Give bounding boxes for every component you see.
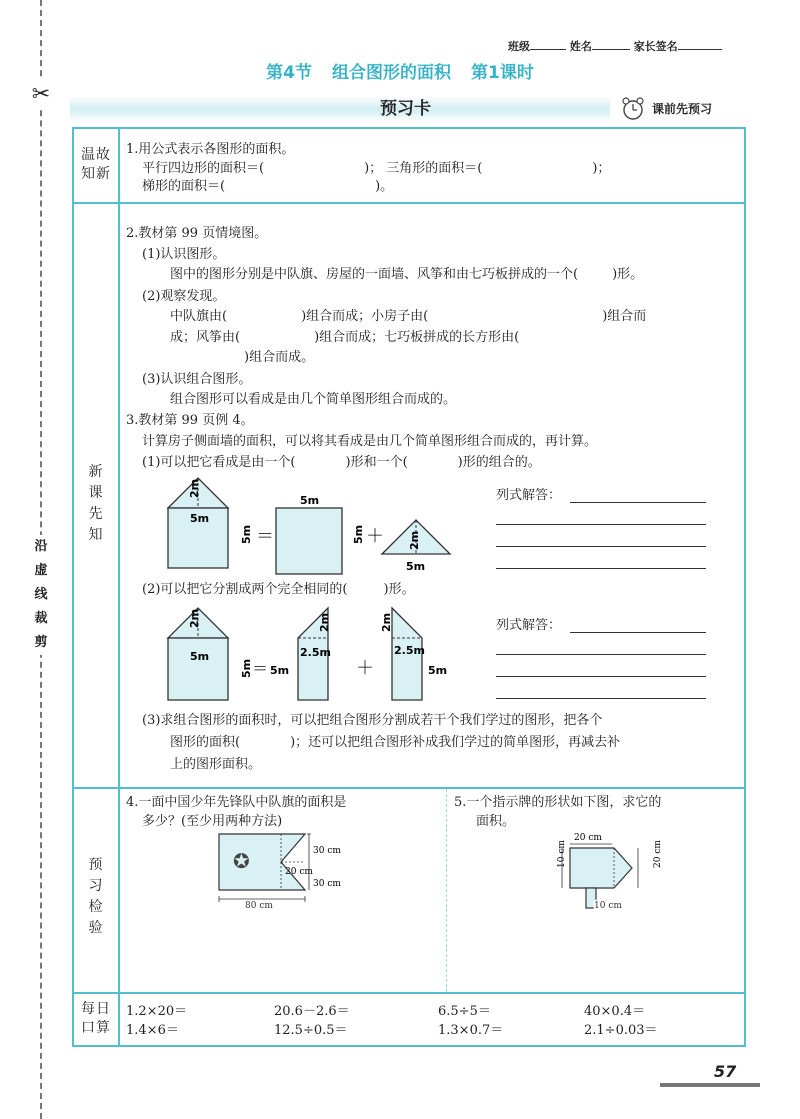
svg-text:5m: 5m (428, 664, 448, 677)
house-decomposition-figure-1 (160, 472, 460, 582)
banner-bar (70, 96, 610, 122)
q4-line1: 4.一面中国少年先锋队中队旗的面积是 (126, 795, 347, 810)
daily-row-1: 1.2×20＝ 20.6－2.6＝ 6.5÷5＝ 40×0.4＝ (126, 1004, 646, 1019)
page-title: 第4节 组合图形的面积 第1课时 (266, 63, 534, 83)
row-divider (72, 787, 746, 789)
svg-text:2m: 2m (188, 478, 201, 498)
q2-s3-text: 组合图形可以看成是由几个简单图形组合而成的。 (170, 392, 457, 407)
answer-line[interactable] (496, 698, 706, 699)
svg-text:2m: 2m (318, 612, 331, 632)
signboard-figure (540, 830, 663, 912)
arrow-board (570, 848, 632, 888)
svg-text:20 cm: 20 cm (285, 867, 313, 877)
team-flag-figure (215, 830, 355, 910)
flag-emblem-icon: ✪ (233, 849, 250, 873)
question-divider (446, 789, 447, 992)
svg-text:30 cm: 30 cm (313, 879, 341, 889)
answer-line[interactable] (570, 632, 706, 633)
svg-text:20 cm: 20 cm (653, 840, 663, 868)
answer-label-1: 列式解答： (496, 488, 562, 503)
house-decomposition-figure-2 (160, 602, 460, 712)
parent-label: 家长签名 (633, 40, 678, 53)
row-divider (72, 992, 746, 994)
flag-shape (219, 834, 305, 890)
answer-line[interactable] (496, 546, 706, 547)
q5-line2: 面积。 (476, 814, 516, 829)
svg-text:＋: ＋ (366, 526, 384, 547)
q3-s3-line3: 上的图形面积。 (170, 757, 262, 772)
card-title: 预习卡 (380, 99, 431, 119)
parent-signature-field[interactable] (678, 39, 722, 50)
svg-text:2.5m: 2.5m (394, 644, 425, 657)
section-label-new: 新 课 先 知 (88, 464, 104, 543)
q3-s1: (1)可以把它看成是由一个( )形和一个( )形的组合的。 (142, 455, 541, 470)
q2-s2-line2: 成；风筝由( )组合而成；七巧板拼成的长方形由( (170, 330, 520, 345)
square-part (276, 508, 342, 574)
section-label-review: 温故 知新 (81, 147, 111, 182)
preview-label: 课前先预习 (652, 102, 713, 116)
section-label-daily: 每日 口算 (81, 1001, 111, 1036)
q2-s3: (3)认识组合图形。 (142, 372, 252, 387)
column-divider (118, 127, 120, 1047)
q1-line2: 平行四边形的面积＝( )； 三角形的面积＝( )； (142, 161, 611, 176)
q2-title: 2.教材第 99 页情境图。 (126, 226, 268, 241)
answer-line[interactable] (496, 654, 706, 655)
name-label: 姓名 (569, 40, 592, 53)
q5-line1: 5.一个指示牌的形状如下图，求它的 (454, 795, 662, 810)
svg-text:2m: 2m (188, 608, 201, 628)
svg-text:5m: 5m (240, 524, 253, 544)
svg-text:80 cm: 80 cm (245, 901, 273, 911)
q3-s3-line1: (3)求组合图形的面积时，可以把组合图形分割成若干个我们学过的图形，把各个 (142, 713, 603, 728)
answer-line[interactable] (496, 524, 706, 525)
answer-line[interactable] (496, 676, 706, 677)
svg-text:5m: 5m (190, 512, 210, 525)
q1-line3: 梯形的面积＝( )。 (142, 179, 394, 194)
q4-line2: 多少？(至少用两种方法) (142, 814, 283, 829)
svg-text:5m: 5m (240, 658, 253, 678)
class-field[interactable] (530, 39, 566, 50)
cut-hint: 沿 虚 线 裁 剪 (33, 535, 49, 655)
scissors-icon: ✂ (30, 80, 52, 110)
section-label-check: 预 习 检 验 (88, 857, 104, 936)
q3-s2: (2)可以把它分割成两个完全相同的( )形。 (142, 582, 415, 597)
page-number: 57 (714, 1062, 737, 1081)
svg-text:＝: ＝ (256, 526, 274, 547)
svg-text:30 cm: 30 cm (313, 846, 341, 856)
q3-s3-line2: 图形的面积( )；还可以把组合图形补成我们学过的简单图形，再减去补 (170, 735, 621, 750)
q2-s2: (2)观察发现。 (142, 289, 226, 304)
svg-text:2.5m: 2.5m (300, 646, 331, 659)
q2-s1-text: 图中的图形分别是中队旗、房屋的一面墙、风筝和由七巧板拼成的一个( )形。 (170, 267, 644, 282)
svg-text:5m: 5m (190, 650, 210, 663)
name-field[interactable] (592, 39, 630, 50)
q3-intro: 计算房子侧面墙的面积，可以将其看成是由几个简单图形组合而成的，再计算。 (142, 434, 598, 449)
row-divider (72, 202, 746, 204)
answer-line[interactable] (496, 568, 706, 569)
svg-text:5m: 5m (300, 494, 320, 507)
svg-text:20 cm: 20 cm (574, 833, 602, 843)
svg-text:2m: 2m (380, 612, 393, 632)
svg-text:＝: ＝ (252, 659, 269, 678)
q1-title: 1.用公式表示各图形的面积。 (126, 142, 295, 157)
alarm-clock-icon (620, 96, 646, 122)
class-label: 班级 (508, 40, 530, 53)
svg-text:10 cm: 10 cm (594, 901, 622, 911)
svg-text:2m: 2m (408, 530, 421, 550)
header-fields (508, 38, 722, 54)
q2-s2-line1: 中队旗由( )组合而成；小房子由( )组合而 (170, 309, 647, 324)
svg-text:＋: ＋ (356, 658, 374, 679)
svg-text:5m: 5m (270, 664, 290, 677)
answer-label-2: 列式解答： (496, 618, 562, 633)
svg-text:5m: 5m (406, 560, 426, 573)
q2-s2-line3: )组合而成。 (244, 350, 315, 365)
q2-s1: (1)认识图形。 (142, 247, 226, 262)
answer-line[interactable] (570, 502, 706, 503)
svg-text:5m: 5m (352, 524, 365, 544)
daily-row-2: 1.4×6＝ 12.5÷0.5＝ 1.3×0.7＝ 2.1÷0.03＝ (126, 1023, 658, 1038)
page-number-bar (660, 1083, 760, 1087)
q3-title: 3.教材第 99 页例 4。 (126, 413, 254, 428)
svg-text:10 cm: 10 cm (557, 840, 567, 868)
